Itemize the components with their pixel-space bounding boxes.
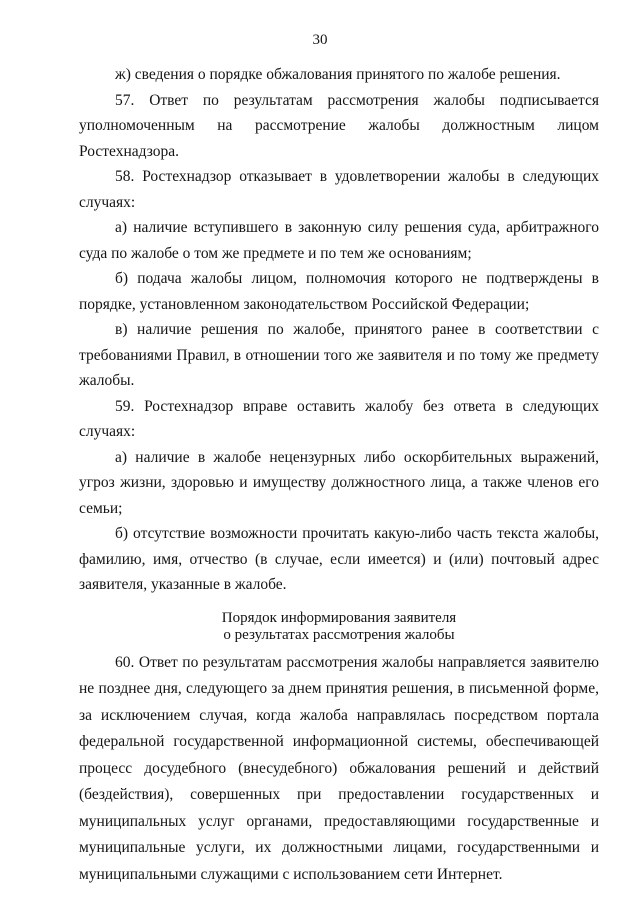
item-zh-appeal-procedure: ж) сведения о порядке обжалования принятого по жалобе решения.: [115, 66, 561, 83]
clause-58-item-b: б) подача жалобы лицом, полномочия которого не подтверждены в порядке, установленном законодательством Российской Федерации;: [79, 270, 599, 313]
clause-57: 57. Ответ по результатам рассмотрения жалобы подписывается уполномоченным на рассмотрение жалобы должностным лицом Ростехнадзора.: [79, 91, 599, 160]
section-heading-line-1: Порядок информирования заявителя: [221, 609, 457, 626]
clause-60: 60. Ответ по результатам рассмотрения жалобы направляется заявителю не позднее дня, следующего за днем принятия решения, в письменной форме, за исключением случая, когда жалоба направлялась посредством портала федеральной государственной информационной системы, обеспечивающей процесс досудебного (внесудебного) обжалования решений и действий (бездействия), совершенных при предоставлении государственных и муниципальных услуг органами, предоставляющими государственные и муниципальные услуги, их должностными лицами, государственными и муниципальными служащими с использованием сети Интернет.: [79, 653, 599, 883]
clause-58-item-a: а) наличие вступившего в законную силу решения суда, арбитражного суда по жалобе о том же предмете и по тем же основаниям;: [79, 219, 599, 262]
page-number: 30: [312, 32, 328, 48]
section-heading-line-2: о результатах рассмотрения жалобы: [223, 626, 455, 643]
clause-59-item-a: а) наличие в жалобе нецензурных либо оскорбительных выражений, угроз жизни, здоровью и имуществу должностного лица, а также членов его семьи;: [79, 448, 599, 517]
clause-59: 59. Ростехнадзор вправе оставить жалобу без ответа в следующих случаях:: [79, 397, 599, 440]
section-heading: [79, 610, 599, 644]
clause-58: 58. Ростехнадзор отказывает в удовлетворении жалобы в следующих случаях:: [79, 168, 599, 211]
document-body: [79, 62, 599, 888]
clause-59-item-b: б) отсутствие возможности прочитать какую-либо часть текста жалобы, фамилию, имя, отчество (в случае, если имеется) и (или) почтовый адрес заявителя, указанные в жалобе.: [79, 525, 599, 593]
clause-58-item-v: в) наличие решения по жалобе, принятого ранее в соответствии с требованиями Правил, в отношении того же заявителя и по тому же предмету жалобы.: [79, 321, 599, 389]
